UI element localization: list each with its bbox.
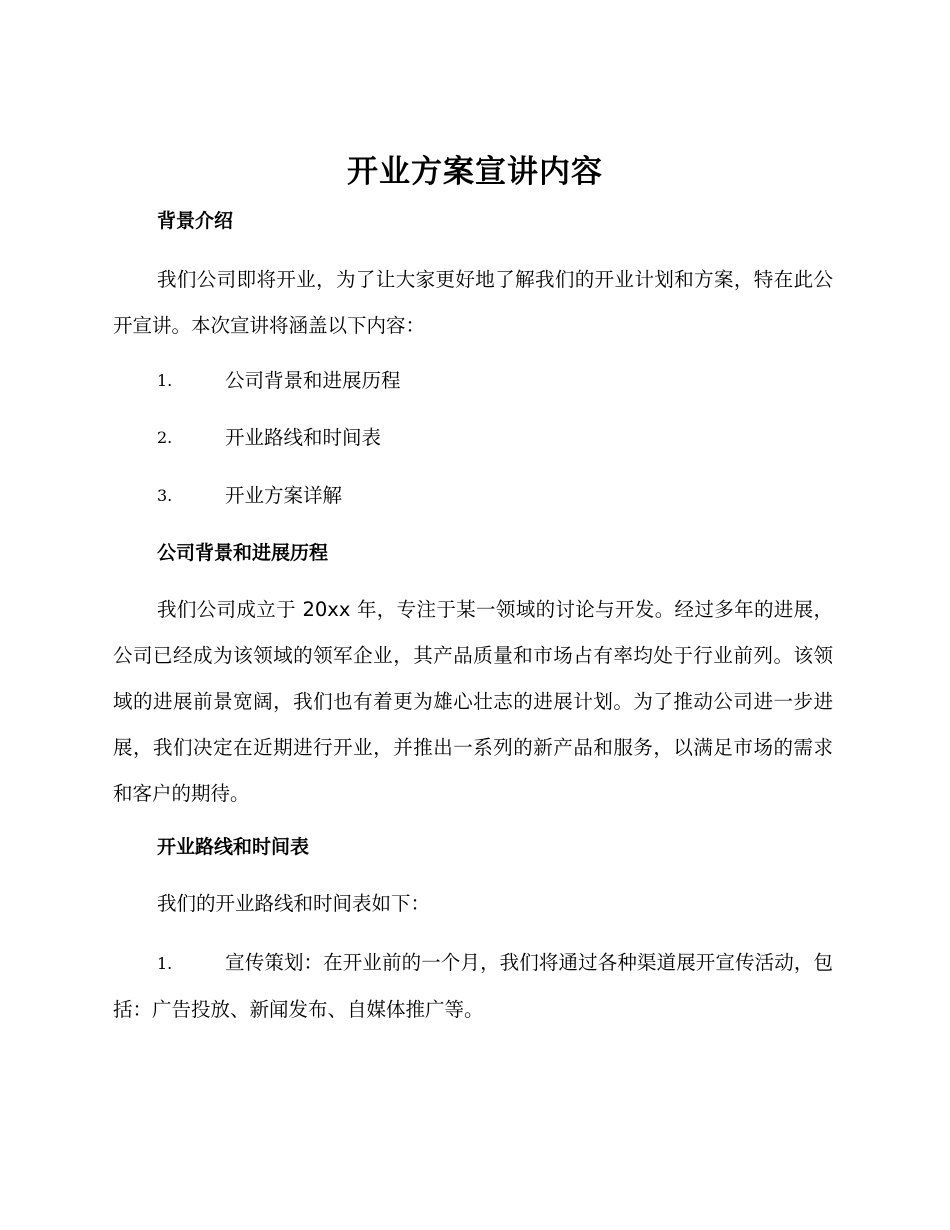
- paragraph-background: 我们公司即将开业，为了让大家更好地了解我们的开业计划和方案，特在此公开宣讲。本次宣讲将涵盖以下内容：: [113, 268, 833, 337]
- section-heading-company: 公司背景和进展历程: [157, 542, 329, 564]
- list-item-text: 公司背景和进展历程: [225, 369, 401, 392]
- list-item-text: 宣传策划：在开业前的一个月，我们将通过各种渠道展开宣传活动，包括：广告投放、新闻发布、自媒体推广等。: [113, 951, 833, 1021]
- section-heading-background: 背景介绍: [157, 210, 234, 232]
- paragraph-company: 我们公司成立于 20xx 年，专注于某一领域的讨论与开发。经过多年的进展，公司已经成为该领域的领军企业，其产品质量和市场占有率均处于行业前列。该领域的进展前景宽阔，我们也有着更为雄心壮志的进展计划。为了推动公司进一步进展，我们决定在近期进行开业，并推出一系列的新产品和服务，以满足市场的需求和客户的期待。: [113, 598, 833, 805]
- paragraph-roadmap: 我们的开业路线和时间表如下：: [157, 892, 431, 915]
- section-heading-roadmap: 开业路线和时间表: [157, 836, 310, 858]
- list-item-number: 2.: [157, 428, 173, 447]
- list-item-number: 1.: [157, 954, 173, 973]
- list-item: [113, 940, 833, 1033]
- list-item-text: 开业路线和时间表: [225, 426, 382, 449]
- list-item-number: 3.: [157, 486, 173, 505]
- list-item-text: 开业方案详解: [225, 484, 343, 507]
- list-item-number: 1.: [157, 371, 173, 390]
- document-title: 开业方案宣讲内容: [347, 154, 603, 190]
